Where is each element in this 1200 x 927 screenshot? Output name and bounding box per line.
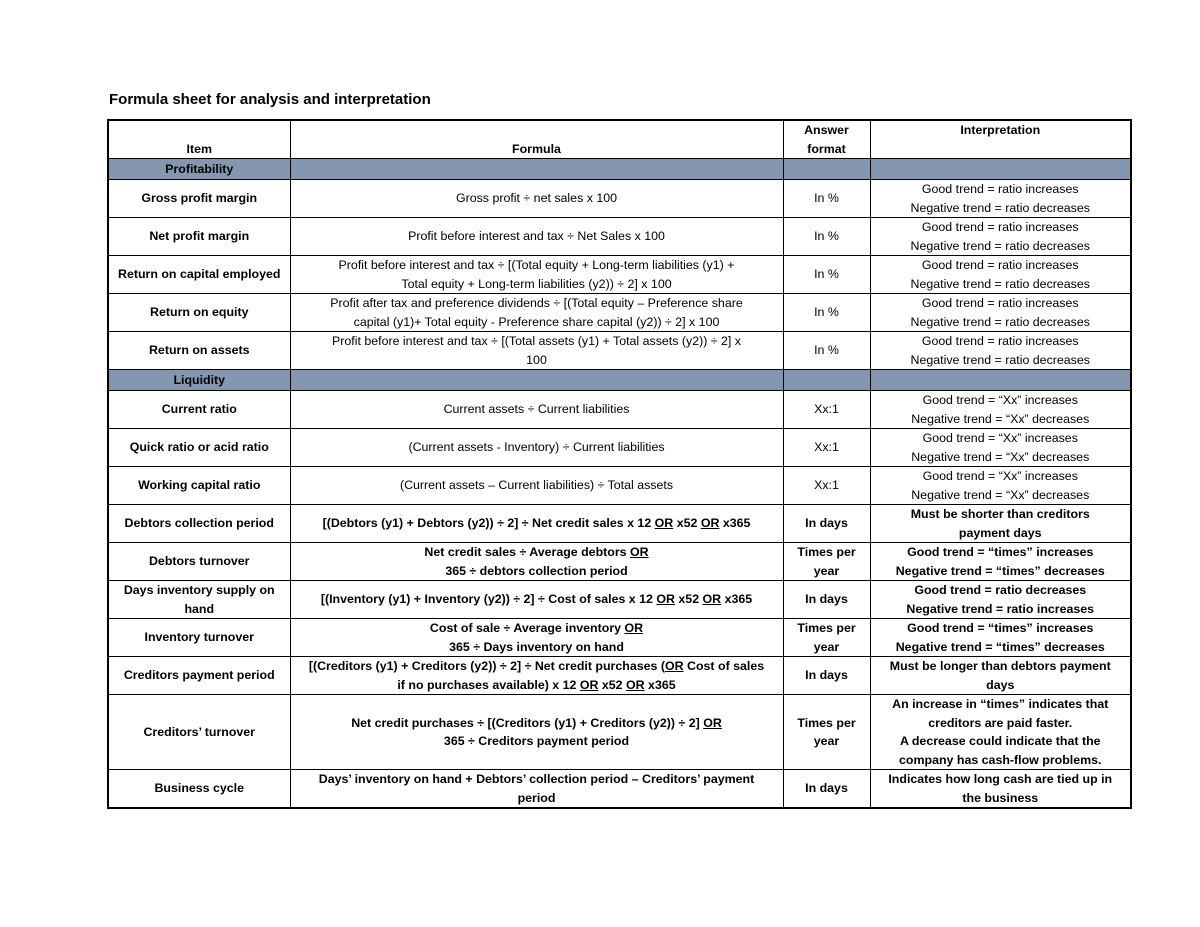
cell-line: (Current assets – Current liabilities) ÷ Total assets bbox=[399, 478, 674, 493]
cell-line: Xx:1 bbox=[814, 478, 839, 493]
cell-formula bbox=[290, 770, 783, 809]
cell-line: Good trend = ratio increases bbox=[921, 258, 1079, 272]
cell-item: Creditors’ turnover bbox=[108, 695, 290, 770]
cell-line: Negative trend = ratio decreases bbox=[910, 276, 1090, 291]
cell-formula bbox=[290, 332, 783, 370]
cell-line: Negative trend = ratio decreases bbox=[910, 200, 1090, 215]
cell-line: days bbox=[986, 677, 1015, 692]
cell-formula bbox=[290, 218, 783, 256]
cell-line: Times per bbox=[797, 715, 856, 730]
table-row bbox=[108, 657, 1131, 695]
cell-interpretation bbox=[870, 256, 1131, 294]
section-row-profitability bbox=[108, 159, 1131, 180]
cell-answer-format bbox=[783, 619, 870, 657]
cell-line: Good trend = “Xx” increases bbox=[922, 431, 1078, 445]
cell-line: Negative trend = “times” decreases bbox=[895, 563, 1105, 578]
cell-formula: Cost of sale ÷ Average inventory OR 365 ÷ Days inventory on hand bbox=[290, 619, 783, 657]
cell-answer-format bbox=[783, 695, 870, 770]
cell-formula: [(Inventory (y1) + Inventory (y2)) ÷ 2] ÷ Cost of sales x 12 OR x52 OR x365 bbox=[290, 581, 783, 619]
cell-formula: Net credit purchases ÷ [(Creditors (y1) + Creditors (y2)) ÷ 2] OR 365 ÷ Creditors payment period bbox=[290, 695, 783, 770]
cell-interpretation bbox=[870, 619, 1131, 657]
cell-line: Gross profit ÷ net sales x 100 bbox=[455, 191, 618, 206]
cell-line: Must be longer than debtors payment bbox=[889, 659, 1111, 673]
section-cell bbox=[870, 370, 1131, 391]
cell-formula bbox=[290, 467, 783, 505]
table-row bbox=[108, 180, 1131, 218]
cell-item: Business cycle bbox=[108, 770, 290, 809]
table-row bbox=[108, 218, 1131, 256]
cell-item: Debtors turnover bbox=[108, 543, 290, 581]
table-row bbox=[108, 619, 1131, 657]
table-row bbox=[108, 543, 1131, 581]
section-cell bbox=[783, 159, 870, 180]
cell-interpretation bbox=[870, 218, 1131, 256]
cell-line: In % bbox=[814, 343, 839, 358]
cell-interpretation bbox=[870, 770, 1131, 809]
cell-item: Return on assets bbox=[108, 332, 290, 370]
table-row bbox=[108, 294, 1131, 332]
cell-interpretation bbox=[870, 180, 1131, 218]
cell-item: Quick ratio or acid ratio bbox=[108, 429, 290, 467]
cell-line: In days bbox=[805, 516, 848, 531]
cell-line: year bbox=[813, 639, 840, 654]
cell-item: Days inventory supply on hand bbox=[108, 581, 290, 619]
table-row bbox=[108, 695, 1131, 770]
cell-answer-format bbox=[783, 391, 870, 429]
cell-line: In % bbox=[814, 267, 839, 282]
cell-line: Indicates how long cash are tied up in bbox=[888, 772, 1113, 786]
header-answer-line-2: format bbox=[807, 141, 846, 156]
cell-formula bbox=[290, 294, 783, 332]
cell-line: Xx:1 bbox=[814, 440, 839, 455]
cell-line: In % bbox=[814, 191, 839, 206]
cell-line: Current assets ÷ Current liabilities bbox=[443, 402, 630, 417]
cell-line: Good trend = “Xx” increases bbox=[922, 469, 1078, 483]
page-title: Formula sheet for analysis and interpretation bbox=[109, 91, 431, 108]
cell-line: Total equity + Long-term liabilities (y2)) ÷ 2] x 100 bbox=[401, 276, 672, 291]
cell-answer-format bbox=[783, 218, 870, 256]
header-answer-format bbox=[783, 120, 870, 159]
table-row bbox=[108, 581, 1131, 619]
cell-answer-format bbox=[783, 770, 870, 809]
cell-line: year bbox=[813, 734, 840, 748]
cell-item: Return on equity bbox=[108, 294, 290, 332]
cell-line: capital (y1)+ Total equity - Preference share capital (y2)) ÷ 2] x 100 bbox=[353, 314, 720, 329]
cell-formula bbox=[290, 429, 783, 467]
cell-answer-format bbox=[783, 581, 870, 619]
cell-interpretation bbox=[870, 505, 1131, 543]
cell-line: Xx:1 bbox=[814, 402, 839, 417]
table-row bbox=[108, 391, 1131, 429]
cell-line: Good trend = ratio increases bbox=[921, 220, 1079, 234]
table-row bbox=[108, 256, 1131, 294]
cell-line: Good trend = ratio increases bbox=[921, 334, 1079, 348]
cell-line: In days bbox=[805, 668, 848, 683]
cell-item: Current ratio bbox=[108, 391, 290, 429]
cell-line: Good trend = ratio increases bbox=[921, 296, 1079, 310]
cell-line: Times per bbox=[797, 621, 856, 635]
formula-table bbox=[107, 119, 1132, 809]
cell-line: Negative trend = “Xx” decreases bbox=[911, 449, 1090, 464]
cell-line: Negative trend = “Xx” decreases bbox=[911, 487, 1090, 502]
cell-line: An increase in “times” indicates that bbox=[892, 697, 1109, 711]
cell-line: In % bbox=[814, 229, 839, 244]
cell-item: Working capital ratio bbox=[108, 467, 290, 505]
cell-line: company has cash-flow problems. bbox=[899, 752, 1102, 767]
cell-formula: [(Debtors (y1) + Debtors (y2)) ÷ 2] ÷ Net credit sales x 12 OR x52 OR x365 bbox=[290, 505, 783, 543]
cell-line: Good trend = ratio decreases bbox=[914, 583, 1087, 597]
cell-line: Negative trend = ratio decreases bbox=[910, 238, 1090, 253]
cell-interpretation bbox=[870, 695, 1131, 770]
cell-line: the business bbox=[962, 790, 1039, 805]
cell-formula: Net credit sales ÷ Average debtors OR 365 ÷ debtors collection period bbox=[290, 543, 783, 581]
cell-item: Inventory turnover bbox=[108, 619, 290, 657]
cell-interpretation bbox=[870, 581, 1131, 619]
cell-line: In % bbox=[814, 305, 839, 320]
cell-line: In days bbox=[805, 781, 848, 796]
cell-line: Must be shorter than creditors bbox=[910, 507, 1090, 521]
cell-line: (Current assets - Inventory) ÷ Current liabilities bbox=[408, 440, 665, 455]
section-row-liquidity bbox=[108, 370, 1131, 391]
cell-answer-format bbox=[783, 467, 870, 505]
section-cell bbox=[290, 370, 783, 391]
cell-interpretation bbox=[870, 657, 1131, 695]
cell-formula: [(Creditors (y1) + Creditors (y2)) ÷ 2] ÷ Net credit purchases (OR Cost of sales if no purchases available) x 12 OR x52 OR x365 bbox=[290, 657, 783, 695]
cell-interpretation bbox=[870, 467, 1131, 505]
table-row bbox=[108, 770, 1131, 809]
header-item: Item bbox=[108, 120, 290, 159]
cell-line: Days’ inventory on hand + Debtors’ collection period – Creditors’ payment bbox=[318, 772, 755, 786]
header-answer-line-1: Answer bbox=[804, 123, 849, 137]
cell-interpretation bbox=[870, 543, 1131, 581]
table-row bbox=[108, 467, 1131, 505]
cell-interpretation bbox=[870, 294, 1131, 332]
cell-line: Profit before interest and tax ÷ [(Total equity + Long-term liabilities (y1) + bbox=[338, 258, 735, 272]
cell-line: In days bbox=[805, 592, 848, 607]
cell-item: Creditors payment period bbox=[108, 657, 290, 695]
cell-line: A decrease could indicate that the bbox=[899, 734, 1101, 748]
cell-interpretation bbox=[870, 429, 1131, 467]
cell-line: year bbox=[813, 563, 840, 578]
cell-line: Negative trend = “times” decreases bbox=[895, 639, 1105, 654]
section-cell bbox=[290, 159, 783, 180]
cell-line: 100 bbox=[526, 352, 547, 367]
cell-answer-format bbox=[783, 543, 870, 581]
cell-answer-format bbox=[783, 657, 870, 695]
cell-formula bbox=[290, 391, 783, 429]
section-label: Liquidity bbox=[108, 370, 290, 391]
cell-line: creditors are paid faster. bbox=[928, 715, 1073, 730]
cell-item: Gross profit margin bbox=[108, 180, 290, 218]
table-row bbox=[108, 429, 1131, 467]
cell-line: Good trend = “Xx” increases bbox=[922, 393, 1078, 407]
cell-formula bbox=[290, 180, 783, 218]
cell-line: payment days bbox=[958, 525, 1042, 540]
section-cell bbox=[783, 370, 870, 391]
cell-line: period bbox=[517, 790, 556, 805]
cell-line: Negative trend = ratio increases bbox=[906, 601, 1095, 616]
cell-answer-format bbox=[783, 180, 870, 218]
cell-line: Good trend = “times” increases bbox=[907, 545, 1094, 559]
table-row bbox=[108, 332, 1131, 370]
cell-line: Profit before interest and tax ÷ [(Total assets (y1) + Total assets (y2)) ÷ 2] x bbox=[331, 334, 741, 348]
cell-formula bbox=[290, 256, 783, 294]
table-header-row bbox=[108, 120, 1131, 159]
cell-line: Negative trend = “Xx” decreases bbox=[911, 411, 1090, 426]
cell-line: Profit before interest and tax ÷ Net Sales x 100 bbox=[408, 229, 665, 244]
cell-line: Profit after tax and preference dividends ÷ [(Total equity – Preference share bbox=[330, 296, 743, 310]
cell-item: Return on capital employed bbox=[108, 256, 290, 294]
cell-interpretation bbox=[870, 332, 1131, 370]
cell-answer-format bbox=[783, 256, 870, 294]
cell-line: Good trend = ratio increases bbox=[921, 182, 1079, 196]
cell-answer-format bbox=[783, 294, 870, 332]
cell-line: Good trend = “times” increases bbox=[907, 621, 1094, 635]
table-row bbox=[108, 505, 1131, 543]
cell-item: Net profit margin bbox=[108, 218, 290, 256]
section-cell bbox=[870, 159, 1131, 180]
header-formula: Formula bbox=[290, 120, 783, 159]
cell-item: Debtors collection period bbox=[108, 505, 290, 543]
cell-answer-format bbox=[783, 429, 870, 467]
cell-answer-format bbox=[783, 332, 870, 370]
cell-line: Negative trend = ratio decreases bbox=[910, 352, 1090, 367]
cell-line: Negative trend = ratio decreases bbox=[910, 314, 1090, 329]
cell-answer-format bbox=[783, 505, 870, 543]
header-interpretation: Interpretation bbox=[870, 120, 1131, 159]
section-label: Profitability bbox=[108, 159, 290, 180]
cell-line: Times per bbox=[797, 545, 856, 559]
cell-interpretation bbox=[870, 391, 1131, 429]
